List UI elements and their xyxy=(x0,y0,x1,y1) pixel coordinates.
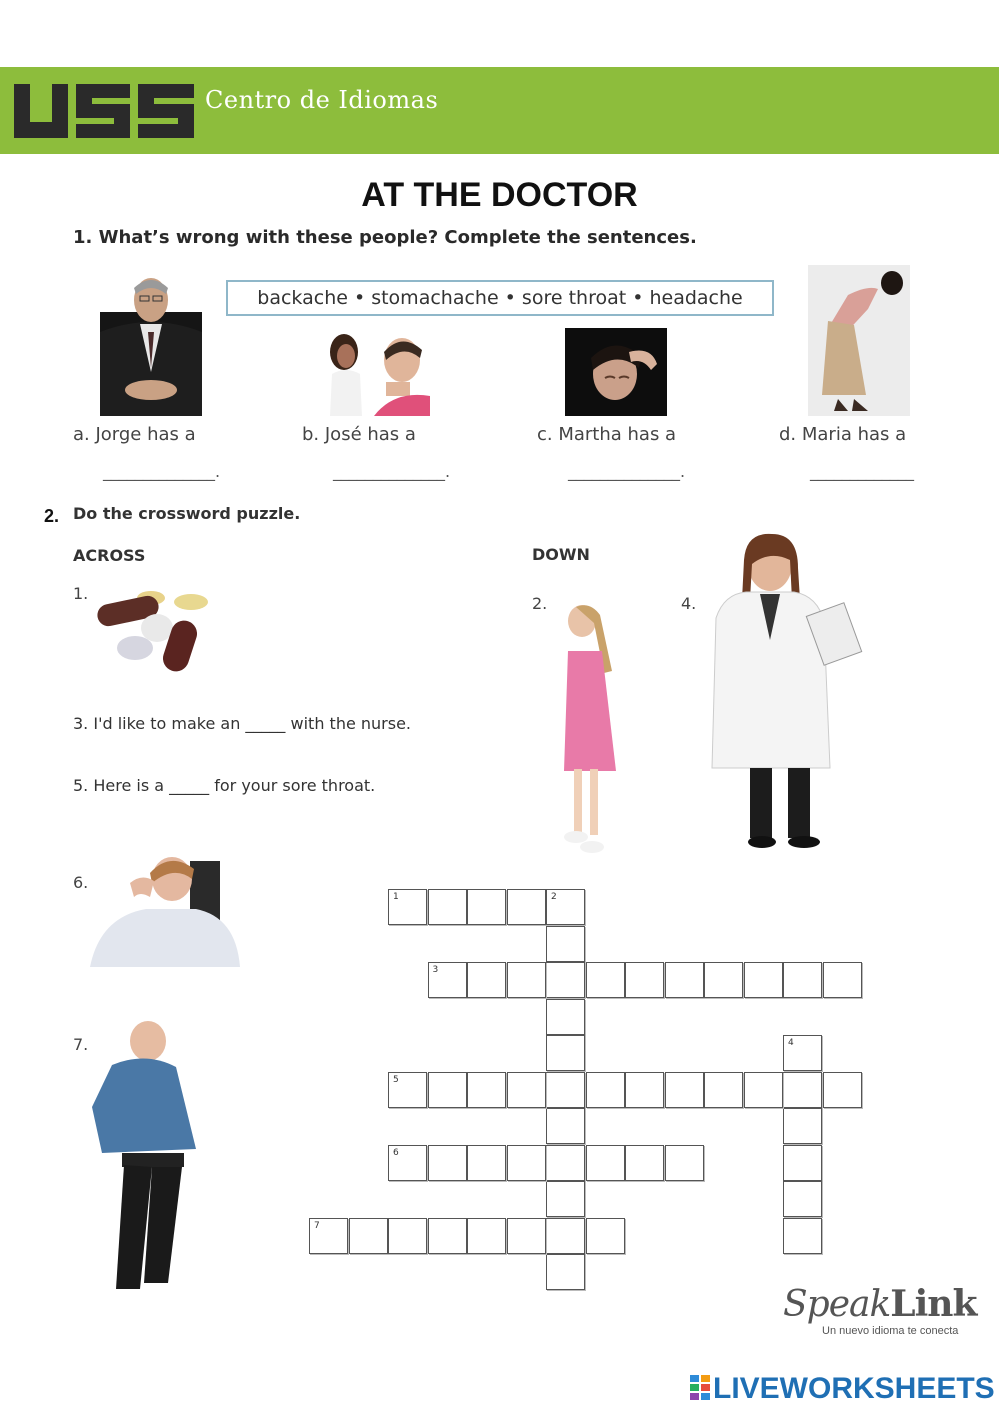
crossword-cell[interactable] xyxy=(546,1145,585,1181)
crossword-cell[interactable] xyxy=(507,1072,546,1108)
crossword-clue-number: 7 xyxy=(314,1220,320,1231)
crossword-clue-number: 3 xyxy=(432,965,439,975)
crossword-cell[interactable] xyxy=(388,889,427,925)
crossword-cell[interactable] xyxy=(428,1218,467,1254)
crossword-cell[interactable] xyxy=(546,1072,585,1108)
crossword-clue-number: 4 xyxy=(788,1038,794,1048)
crossword-cell[interactable] xyxy=(507,962,546,998)
item-a-label: a. Jorge has a xyxy=(73,424,196,445)
crossword-cell[interactable] xyxy=(467,962,506,998)
answer-blank-d[interactable]: _____________ xyxy=(810,462,914,481)
speaklink-tagline: Un nuevo idioma te conecta xyxy=(822,1325,959,1337)
crossword-cell[interactable] xyxy=(625,1145,664,1181)
answer-blank-b[interactable]: ______________. xyxy=(333,462,451,481)
down-heading: DOWN xyxy=(532,545,590,564)
item-b-label: b. José has a xyxy=(302,424,416,445)
across-7-number: 7. xyxy=(73,1035,89,1054)
crossword-cell[interactable] xyxy=(546,889,585,925)
crossword-cell[interactable] xyxy=(704,962,743,998)
crossword-cell[interactable] xyxy=(783,1145,822,1181)
crossword-cell[interactable] xyxy=(467,889,506,925)
speak-word: Speak xyxy=(783,1284,891,1325)
crossword-clue-number: 2 xyxy=(551,892,557,902)
liveworksheets-icon xyxy=(689,1372,711,1402)
across-3-clue: 3. I'd like to make an _____ with the nurse. xyxy=(73,714,412,733)
crossword-cell[interactable] xyxy=(388,1072,427,1108)
exercise2-heading: Do the crossword puzzle. xyxy=(73,504,301,523)
exercise2-number: 2. xyxy=(44,506,60,526)
word-bank: backache • stomachache • sore throat • headache xyxy=(226,280,774,316)
crossword-cell[interactable] xyxy=(507,1145,546,1181)
crossword-cell[interactable] xyxy=(467,1072,506,1108)
crossword-cell[interactable] xyxy=(783,1181,822,1217)
page-title: AT THE DOCTOR xyxy=(361,176,638,214)
crossword-cell[interactable] xyxy=(586,1218,625,1254)
link-word: Link xyxy=(890,1283,977,1325)
liveworksheets-wordmark: LIVEWORKSHEETS xyxy=(713,1372,995,1405)
crossword-cell[interactable] xyxy=(546,962,585,998)
crossword-cell[interactable] xyxy=(586,1072,625,1108)
across-5-clue: 5. Here is a _____ for your sore throat. xyxy=(73,776,376,795)
speaklink-logo xyxy=(783,1283,976,1325)
crossword-cell[interactable] xyxy=(546,1254,585,1290)
across-6-number: 6. xyxy=(73,873,89,892)
crossword-cell[interactable] xyxy=(507,889,546,925)
crossword-cell[interactable] xyxy=(665,962,704,998)
item-c-label: c. Martha has a xyxy=(537,424,677,445)
crossword-cell[interactable] xyxy=(309,1218,348,1254)
crossword-cell[interactable] xyxy=(625,1072,664,1108)
crossword-cell[interactable] xyxy=(546,1108,585,1144)
crossword-cell[interactable] xyxy=(823,962,862,998)
crossword-cell[interactable] xyxy=(428,1145,467,1181)
crossword-cell[interactable] xyxy=(467,1145,506,1181)
crossword-cell[interactable] xyxy=(783,1218,822,1254)
crossword-cell[interactable] xyxy=(428,889,467,925)
crossword-cell[interactable] xyxy=(388,1218,427,1254)
down-2-number: 2. xyxy=(532,594,548,613)
crossword-cell[interactable] xyxy=(546,999,585,1035)
down-4-number: 4. xyxy=(681,594,697,613)
crossword-cell[interactable] xyxy=(586,962,625,998)
crossword-cell[interactable] xyxy=(665,1145,704,1181)
crossword-cell[interactable] xyxy=(546,926,585,962)
answer-blank-a[interactable]: ______________. xyxy=(103,462,221,481)
crossword-cell[interactable] xyxy=(823,1072,862,1108)
crossword-cell[interactable] xyxy=(704,1072,743,1108)
crossword-cell[interactable] xyxy=(388,1145,427,1181)
crossword-clue-number: 1 xyxy=(393,892,399,902)
crossword-cell[interactable] xyxy=(783,1035,822,1071)
crossword-cell[interactable] xyxy=(546,1035,585,1071)
crossword-clue-number: 5 xyxy=(393,1074,399,1085)
item-d-label: d. Maria has a xyxy=(779,424,907,445)
crossword-clue-number: 6 xyxy=(393,1147,399,1158)
crossword-cell[interactable] xyxy=(546,1218,585,1254)
exercise1-heading: 1. What’s wrong with these people? Complete the sentences. xyxy=(73,227,697,248)
crossword-cell[interactable] xyxy=(783,1072,822,1108)
crossword-cell[interactable] xyxy=(625,962,664,998)
answer-blank-c[interactable]: ______________. xyxy=(568,462,686,481)
crossword-cell[interactable] xyxy=(507,1218,546,1254)
crossword-cell[interactable] xyxy=(586,1145,625,1181)
across-1-number: 1. xyxy=(73,584,89,603)
brand-subtitle: Centro de Idiomas xyxy=(205,86,439,114)
crossword-cell[interactable] xyxy=(428,962,467,998)
crossword-cell[interactable] xyxy=(744,962,783,998)
crossword-cell[interactable] xyxy=(349,1218,388,1254)
crossword-cell[interactable] xyxy=(546,1181,585,1217)
crossword-cell[interactable] xyxy=(665,1072,704,1108)
crossword-cell[interactable] xyxy=(428,1072,467,1108)
crossword-cell[interactable] xyxy=(783,962,822,998)
crossword-cell[interactable] xyxy=(467,1218,506,1254)
crossword-cell[interactable] xyxy=(744,1072,783,1108)
across-heading: ACROSS xyxy=(73,546,146,565)
crossword-cell[interactable] xyxy=(783,1108,822,1144)
